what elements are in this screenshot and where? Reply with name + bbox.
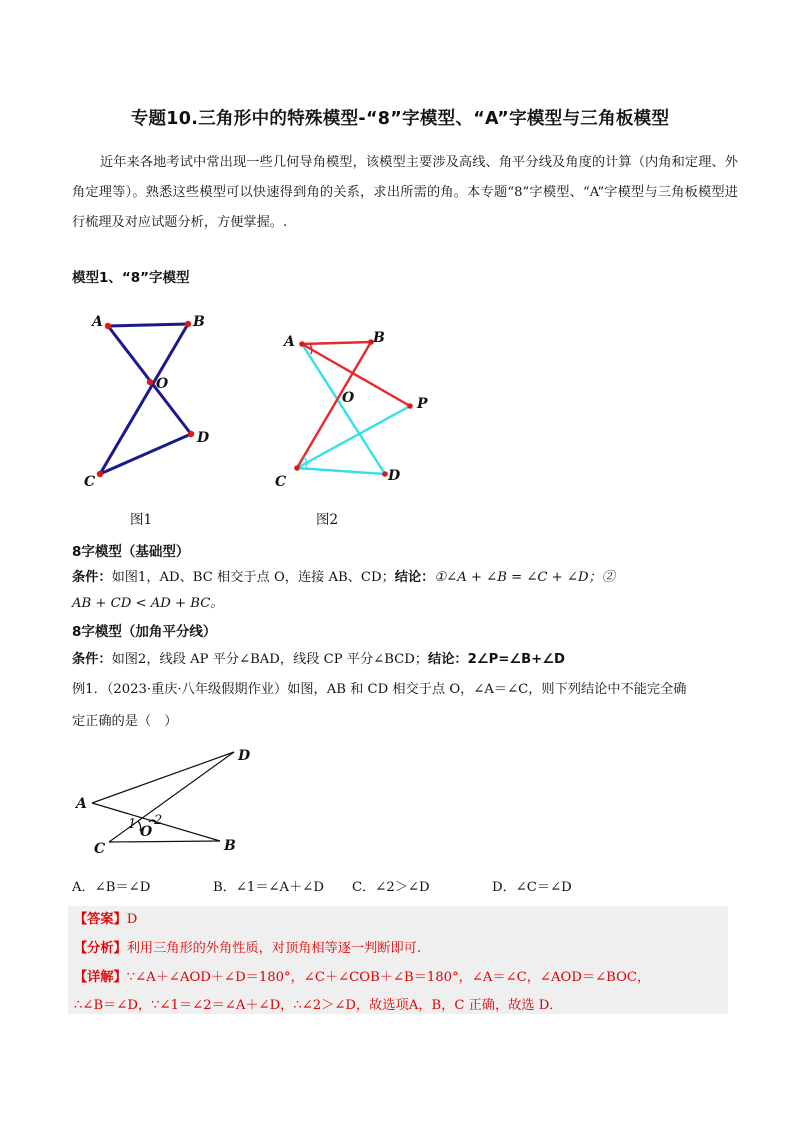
label-b: B <box>224 838 236 854</box>
basic-cond-text: 如图1，AD、BC 相交于点 O，连接 AB、CD； <box>111 570 395 585</box>
basic-condition <box>72 566 615 585</box>
basic-concl-label: 结论： <box>394 570 435 585</box>
bisector-heading: 8字模型（加角平分线） <box>72 624 217 640</box>
label-a: A <box>284 334 295 350</box>
label-c: C <box>84 474 96 490</box>
detail-text1: ∵∠A＋∠AOD＋∠D＝180°，∠C＋∠COB＋∠B＝180°，∠A＝∠C，∠AOD＝∠BOC， <box>126 970 651 985</box>
answer-value: D <box>126 912 138 927</box>
detail-tag: 【详解】 <box>74 970 127 985</box>
label-c: C <box>94 841 106 856</box>
bisector-cond-label: 条件： <box>72 652 112 667</box>
bisector-concl-label: 结论： <box>428 652 468 667</box>
label-a: A <box>76 796 87 812</box>
detail-line1 <box>74 966 650 985</box>
point-d <box>188 431 194 437</box>
label-angle-2: 2 <box>154 813 163 828</box>
example-question-line2: 定正确的是（ ） <box>72 714 178 729</box>
label-p: P <box>417 396 428 412</box>
option-d: D．∠C＝∠D <box>492 880 572 895</box>
point-d <box>382 471 388 477</box>
point-a <box>299 341 305 347</box>
bisector-concl-text: 2∠P=∠B+∠D <box>467 652 565 667</box>
fig1-caption: 图1 <box>130 512 153 528</box>
segment-ad <box>92 752 234 803</box>
label-c: C <box>275 474 287 490</box>
segment-ap <box>302 344 410 406</box>
detail-line2: ∴∠B＝∠D，∵∠1＝∠2＝∠A＋∠D，∴∠2＞∠D，故选项A，B，C 正确，故选 D． <box>74 998 563 1013</box>
intro-paragraph: 近年来各地考试中常出现一些几何导角模型，该模型主要涉及高线、角平分线及角度的计算（内角和定理、外角定理等）。熟悉这些模型可以快速得到角的关系，求出所需的角。本专题“8”字模型、“A”字模型与三角板模型进行梳理及对应试题分析，方便掌握。. <box>72 155 738 230</box>
segment-cd <box>100 434 191 474</box>
angle-mark-c <box>304 457 307 467</box>
segment-ad <box>302 344 385 474</box>
example-figure <box>70 746 260 856</box>
label-b: B <box>373 330 385 346</box>
point-a <box>105 323 111 329</box>
label-a: A <box>92 314 103 330</box>
segment-cb <box>109 841 220 842</box>
point-o <box>147 379 153 385</box>
label-d: D <box>388 468 401 484</box>
label-angle-1: 1 <box>128 817 137 832</box>
answer-line <box>74 908 137 927</box>
basic-concl-text: ①∠A + ∠B = ∠C + ∠D；② <box>434 570 615 585</box>
basic-heading: 8字模型（基础型） <box>72 544 190 560</box>
segment-ab <box>108 324 188 326</box>
segment-cd <box>297 468 385 474</box>
label-d: D <box>197 430 210 446</box>
point-p <box>407 403 413 409</box>
analysis-tag: 【分析】 <box>74 941 127 956</box>
example-question-line1: 例1．（2023·重庆·八年级假期作业）如图，AB 和 CD 相交于点 O，∠A＝∠C，则下列结论中不能完全确 <box>72 682 687 697</box>
figure-2 <box>270 326 440 496</box>
option-a: A．∠B＝∠D <box>72 880 151 895</box>
page-title: 专题10.三角形中的特殊模型-“8”字模型、“A”字模型与三角板模型 <box>130 109 670 129</box>
bisector-cond-text: 如图2，线段 AP 平分∠BAD，线段 CP 平分∠BCD； <box>111 652 429 667</box>
analysis-text: 利用三角形的外角性质，对顶角相等逐一判断即可. <box>126 941 422 956</box>
label-o: O <box>156 376 169 392</box>
basic-conclusion-2: AB + CD < AD + BC。 <box>72 596 224 611</box>
label-o: O <box>140 824 153 840</box>
option-c: C．∠2＞∠D <box>352 880 430 895</box>
fig2-caption: 图2 <box>316 512 339 528</box>
segment-bc <box>297 342 371 468</box>
point-b <box>185 321 191 327</box>
answer-tag: 【答案】 <box>74 912 127 927</box>
bisector-condition <box>72 648 565 667</box>
point-c <box>294 465 300 471</box>
point-c <box>97 471 103 477</box>
option-b: B．∠1＝∠A＋∠D <box>213 880 324 895</box>
figure-1 <box>78 306 228 491</box>
label-b: B <box>193 314 205 330</box>
segment-ab <box>302 342 371 344</box>
basic-cond-label: 条件： <box>72 570 112 585</box>
label-o: O <box>342 390 355 406</box>
label-d: D <box>238 748 251 764</box>
analysis-line <box>74 937 421 956</box>
model1-heading: 模型1、“8”字模型 <box>72 270 190 286</box>
segment-bc <box>100 324 188 474</box>
